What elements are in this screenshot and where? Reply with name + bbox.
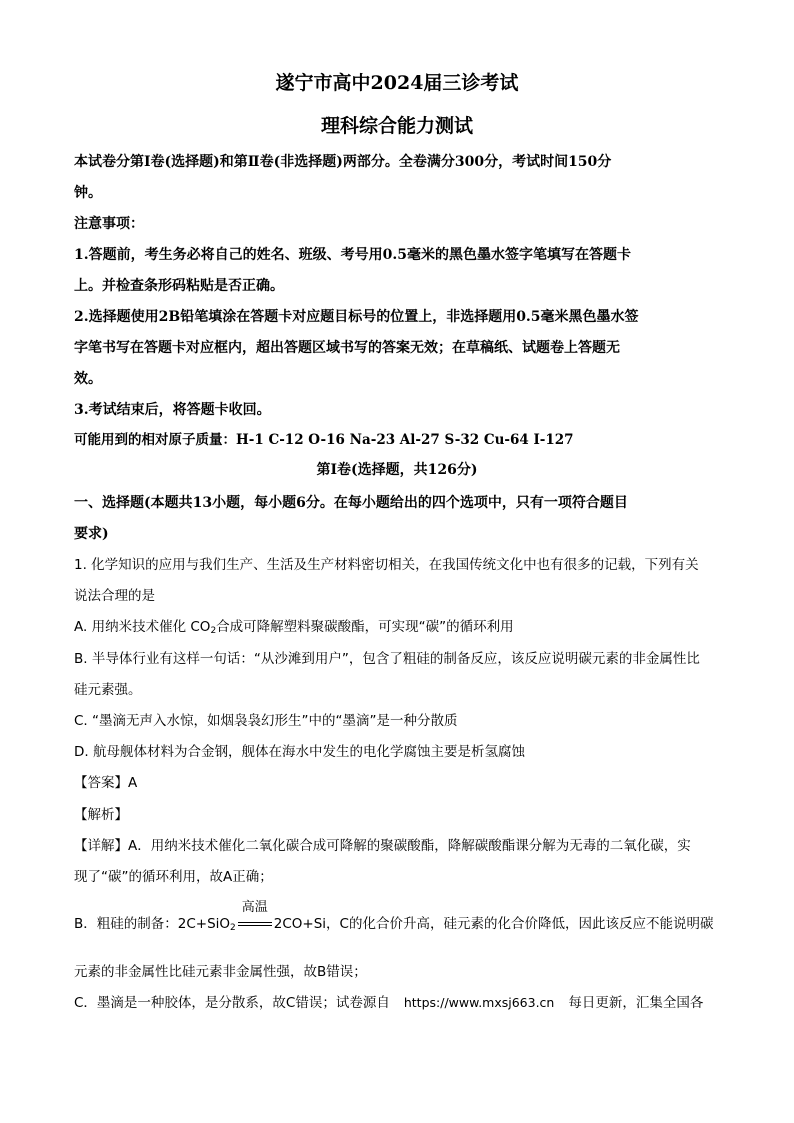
intro-line: 本试卷分第Ⅰ卷(选择题)和第Ⅱ卷(非选择题)两部分。全卷满分300分，考试时间150分 <box>74 154 612 170</box>
subscript: 2 <box>210 626 217 636</box>
reaction-condition-sign <box>237 900 273 934</box>
section-heading: 要求) <box>74 526 109 542</box>
option-a <box>74 617 514 641</box>
answer-label: 【答案】A <box>74 775 138 791</box>
equation-text: 2CO+Si，C的化合价升高，硅元素的化合价降低，因此该反应不能说明碳 <box>273 916 714 932</box>
option-b: 硅元素强。 <box>74 682 142 698</box>
option-a-text: A. 用纳米技术催化 CO <box>74 619 211 635</box>
detail-b-equation <box>74 900 714 938</box>
intro-line: 钟。 <box>74 185 102 201</box>
analysis-label: 【解析】 <box>74 807 128 823</box>
note-line: 2.选择题使用2B铅笔填涂在答题卡对应题目标号的位置上，非选择题用0.5毫米黑色墨水签 <box>74 309 639 325</box>
section-title: 第Ⅰ卷(选择题，共126分) <box>316 462 478 478</box>
exam-title: 遂宁市高中2024届三诊考试 <box>275 72 519 94</box>
section-heading: 一、选择题(本题共13小题，每小题6分。在每小题给出的四个选项中，只有一项符合题目 <box>74 495 628 511</box>
note-line: 1.答题前，考生务必将自己的姓名、班级、考号用0.5毫米的黑色墨水签字笔填写在答题卡 <box>74 247 631 263</box>
note-line: 效。 <box>74 371 102 387</box>
detail-line <box>74 993 703 1013</box>
detail-c-text: C．墨滴是一种胶体，是分散系，故C错误；试卷源自 <box>74 995 390 1011</box>
note-line: 字笔书写在答题卡对应框内，超出答题区域书写的答案无效；在草稿纸、试题卷上答题无 <box>74 340 620 356</box>
option-d: D. 航母舰体材料为合金钢，舰体在海水中发生的电化学腐蚀主要是析氢腐蚀 <box>74 744 525 760</box>
detail-line: 元素的非金属性比硅元素非金属性强，故B错误； <box>74 964 367 980</box>
option-a-text: 合成可降解塑料聚碳酸酯，可实现“碳”的循环利用 <box>216 619 514 635</box>
equation-text: B．粗硅的制备：2C+SiO <box>74 916 231 932</box>
note-line: 上。并检查条形码粘贴是否正确。 <box>74 278 284 294</box>
question-stem: 说法合理的是 <box>74 588 155 604</box>
option-c: C. “墨滴无声入水惊，如烟袅袅幻形生”中的“墨滴”是一种分散质 <box>74 713 458 729</box>
source-tail: 每日更新，汇集全国各 <box>568 995 704 1011</box>
note-line: 3.考试结束后，将答题卡收回。 <box>74 402 271 418</box>
source-url: https://www.mxsj663.cn <box>403 995 555 1010</box>
detail-line: 【详解】A．用纳米技术催化二氧化碳合成可降解的聚碳酸酯，降解碳酸酯课分解为无毒的二氧化碳，实 <box>74 838 691 854</box>
option-b: B. 半导体行业有这样一句话：“从沙滩到用户”，包含了粗硅的制备反应，该反应说明碳元素的非金属性比 <box>74 651 700 667</box>
detail-line: 现了“碳”的循环利用，故A正确； <box>74 869 273 885</box>
question-stem: 1. 化学知识的应用与我们生产、生活及生产材料密切相关，在我国传统文化中也有很多的记载，下列有关 <box>74 557 699 573</box>
subscript: 2 <box>230 923 236 933</box>
reaction-condition: 高温 <box>241 900 268 915</box>
notes-heading: 注意事项： <box>74 216 144 232</box>
atomic-mass-line: 可能用到的相对原子质量：H-1 C-12 O-16 Na-23 Al-27 S-32 Cu-64 I-127 <box>74 432 574 448</box>
exam-subtitle: 理科综合能力测试 <box>320 115 473 137</box>
